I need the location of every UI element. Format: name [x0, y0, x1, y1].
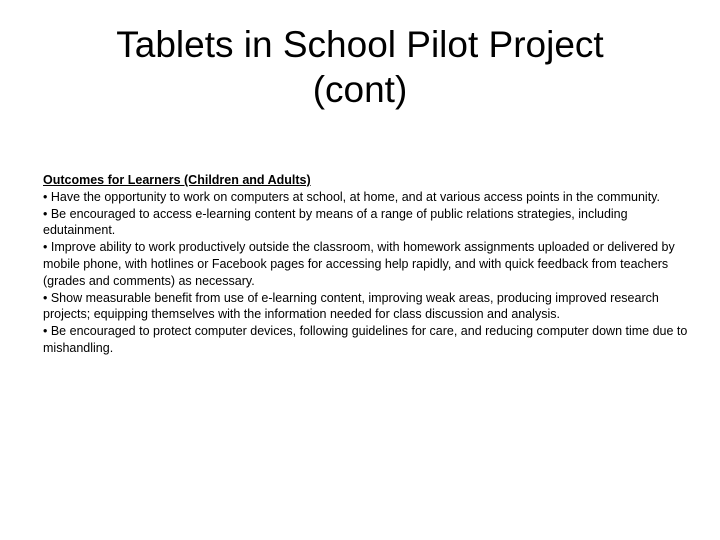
bullet-item: • Be encouraged to access e-learning content by means of a range of public relations strategies, including edutainment. [43, 206, 628, 238]
slide-title-line-1: Tablets in School Pilot Project [116, 24, 604, 65]
bullet-item: • Show measurable benefit from use of e-learning content, improving weak areas, producing improved research projects; equipping themselves with the information needed for class discussion and analysis. [43, 290, 659, 322]
slide-title [40, 22, 680, 112]
slide-title-line-2: (cont) [312, 69, 408, 110]
bullet-item: • Improve ability to work productively outside the classroom, with homework assignments uploaded or delivered by mobile phone, with hotlines or Facebook pages for accessing help rapidly, and with quick feedback from teachers (grades and comments) as necessary. [43, 240, 675, 288]
slide-body [43, 172, 688, 357]
bullet-item: • Have the opportunity to work on computers at school, at home, and at various access points in the community. [43, 189, 660, 204]
bullet-item: • Be encouraged to protect computer devices, following guidelines for care, and reducing computer down time due to mishandling. [43, 324, 688, 355]
section-heading: Outcomes for Learners (Children and Adults) [43, 173, 311, 187]
